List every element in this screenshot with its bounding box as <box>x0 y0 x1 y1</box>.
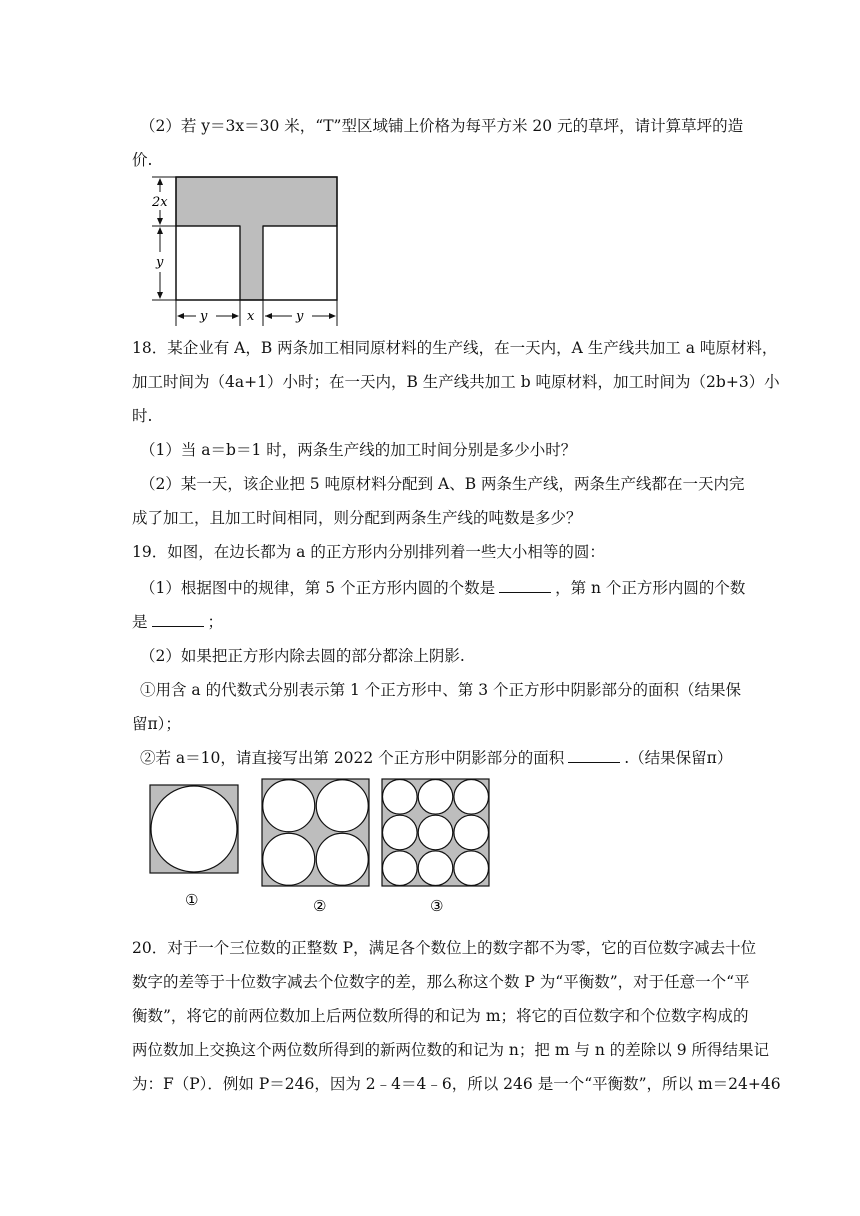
square-2 <box>262 779 369 886</box>
label-y-bottom-right: y <box>296 309 304 324</box>
q19-sub2-text-b: .（结果保留π） <box>624 749 733 767</box>
caption-3: ③ <box>430 897 444 915</box>
q20-line3: 衡数”，将它的前两位数加上后两位数所得的和记为 m；将它的百位数字和个位数字构成的 <box>132 1007 749 1025</box>
answer-blank-2 <box>152 612 204 627</box>
label-x-bottom: x <box>247 309 255 324</box>
q18-part1: （1）当 a＝b＝1 时，两条生产线的加工时间分别是多少小时？ <box>140 441 577 459</box>
q19-sub1-line2: 留π）； <box>132 715 181 733</box>
q19-part1-line2 <box>132 612 223 632</box>
answer-blank-3 <box>568 748 620 763</box>
square-1 <box>150 785 238 873</box>
q20-line4: 两位数加上交换这个两位数所得到的新两位数的和记为 n；把 m 与 n 的差除以 9 所得结果记 <box>132 1041 770 1059</box>
t-shape-figure <box>140 170 345 330</box>
caption-1: ① <box>185 891 199 909</box>
q19-part1-text-b: ，第 n 个正方形内圆的个数 <box>555 579 746 597</box>
label-y-left: y <box>156 255 164 270</box>
label-y-bottom-left: y <box>200 309 208 324</box>
caption-2: ② <box>313 897 327 915</box>
q19-part1-text-d: ； <box>207 613 224 631</box>
q17-part2-line2: 价. <box>132 151 153 169</box>
q19-part2: （2）如果把正方形内除去圆的部分都涂上阴影. <box>140 647 465 665</box>
square-3 <box>382 779 489 886</box>
circles-figure <box>140 775 500 915</box>
q18-part2-line2: 成了加工，且加工时间相同，则分配到两条生产线的吨数是多少？ <box>132 509 582 527</box>
q19-sub2-line <box>140 748 732 768</box>
label-2x: 2x <box>152 195 168 210</box>
q17-part2-line1: （2）若 y＝3x＝30 米，“T”型区域铺上价格为每平方米 20 元的草坪，请计算草坪的造 <box>140 117 744 135</box>
answer-blank-1 <box>499 578 551 593</box>
q18-part2-line1: （2）某一天，该企业把 5 吨原材料分配到 A、B 两条生产线，两条生产线都在一天内完 <box>140 475 745 493</box>
q19-part1-text-c: 是 <box>132 613 148 631</box>
q18-line2: 加工时间为（4a+1）小时；在一天内，B 生产线共加工 b 吨原材料，加工时间为（2b+3）小 <box>132 373 780 391</box>
q20-line5: 为：F（P）．例如 P＝246，因为 2﹣4＝4﹣6，所以 246 是一个“平衡数”，所以 m＝24+46 <box>132 1075 781 1093</box>
q19-sub1-line1: ①用含 a 的代数式分别表示第 1 个正方形中、第 3 个正方形中阴影部分的面积（结果保 <box>140 681 742 699</box>
t-shaded-region <box>176 177 337 300</box>
q19-part1-text-a: （1）根据图中的规律，第 5 个正方形内圆的个数是 <box>140 579 496 597</box>
q18-line1: 18．某企业有 A，B 两条加工相同原材料的生产线，在一天内，A 生产线共加工 a 吨原材料， <box>132 339 778 357</box>
q20-line2: 数字的差等于十位数字减去个位数字的差，那么称这个数 P 为“平衡数”，对于任意一个“平 <box>132 973 750 991</box>
q18-line3: 时. <box>132 407 153 425</box>
q19-sub2-text-a: ②若 a＝10，请直接写出第 2022 个正方形中阴影部分的面积 <box>140 749 565 767</box>
q19-line1: 19．如图，在边长都为 a 的正方形内分别排列着一些大小相等的圆： <box>132 543 605 561</box>
q20-line1: 20．对于一个三位数的正整数 P，满足各个数位上的数字都不为零，它的百位数字减去十位 <box>132 939 757 957</box>
q19-part1-line <box>140 578 745 598</box>
